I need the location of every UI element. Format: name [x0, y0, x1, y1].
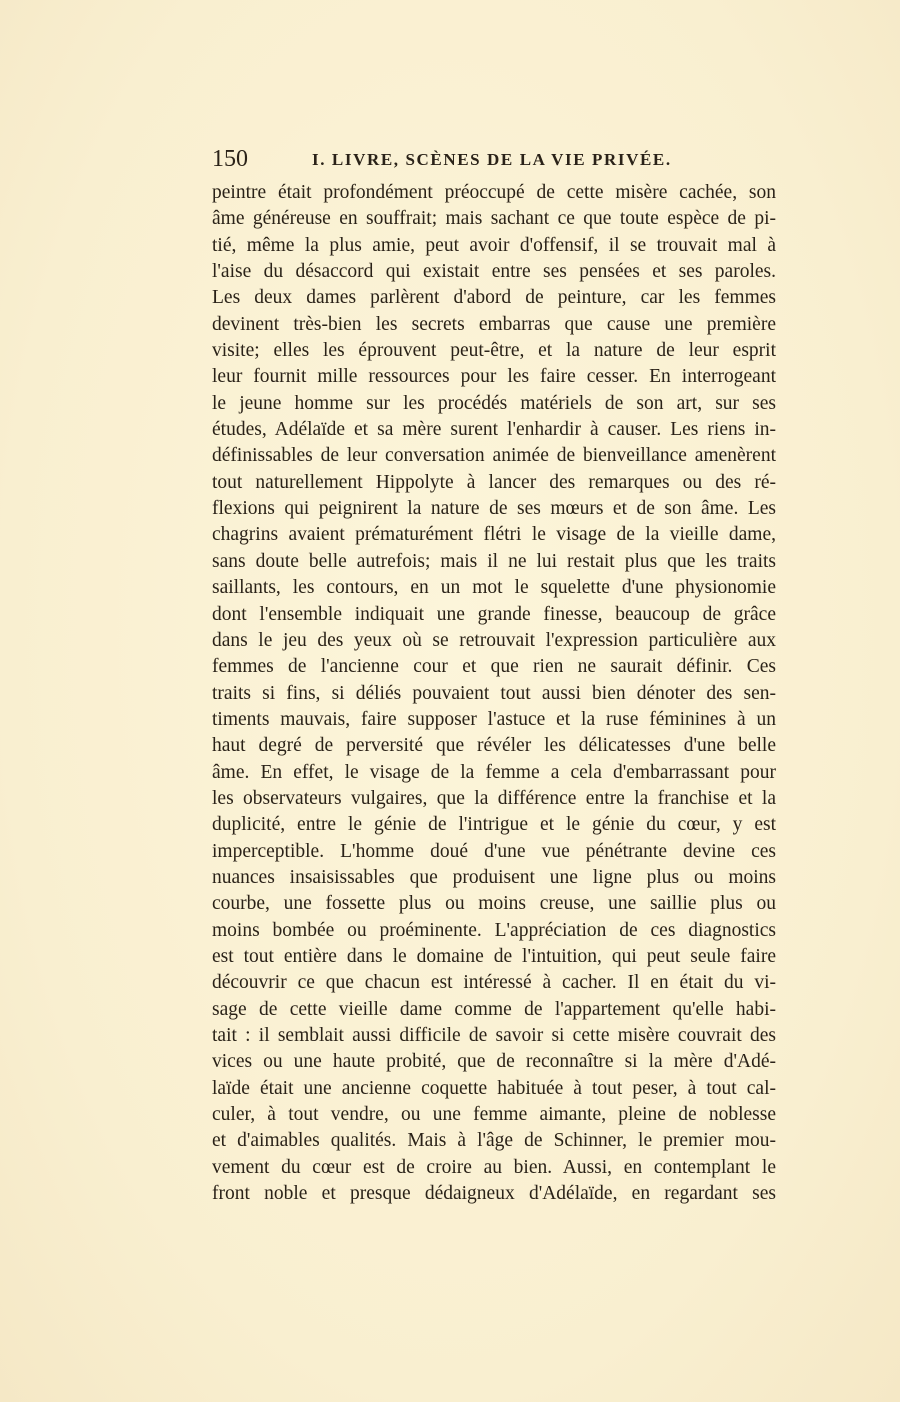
text-line: Les deux dames parlèrent d'abord de peinture, car les femmes: [212, 287, 776, 309]
text-line: devinent très-bien les secrets embarras que cause une première: [212, 313, 776, 335]
text-line: définissables de leur conversation animée de bienveillance amenèrent: [212, 445, 776, 467]
text-line: traits si fins, si déliés pouvaient tout aussi bien dénoter des sen-: [212, 682, 776, 704]
text-line: sage de cette vieille dame comme de l'appartement qu'elle habi-: [212, 998, 776, 1020]
text-line: nuances insaisissables que produisent une ligne plus ou moins: [212, 866, 776, 888]
text-line: front noble et presque dédaigneux d'Adélaïde, en regardant ses: [212, 1183, 776, 1205]
text-line: haut degré de perversité que révéler les délicatesses d'une belle: [212, 735, 776, 757]
text-line: vement du cœur est de croire au bien. Aussi, en contemplant le: [212, 1156, 776, 1178]
text-line: dans le jeu des yeux où se retrouvait l'expression particulière aux: [212, 629, 776, 651]
text-line: duplicité, entre le génie de l'intrigue et le génie du cœur, y est: [212, 814, 776, 836]
text-line: leur fournit mille ressources pour les faire cesser. En interrogeant: [212, 366, 776, 388]
text-line: tout naturellement Hippolyte à lancer des remarques ou des ré-: [212, 471, 776, 493]
text-line: découvrir ce que chacun est intéressé à cacher. Il en était du vi-: [212, 972, 776, 994]
page-number: 150: [212, 146, 248, 172]
text-line: le jeune homme sur les procédés matériels de son art, sur ses: [212, 392, 776, 414]
text-line: et d'aimables qualités. Mais à l'âge de Schinner, le premier mou-: [212, 1130, 776, 1152]
text-line: tié, même la plus amie, peut avoir d'offensif, il se trouvait mal à: [212, 234, 776, 256]
text-line: flexions qui peignirent la nature de ses mœurs et de son âme. Les: [212, 498, 776, 520]
text-line: est tout entière dans le domaine de l'intuition, qui peut seule faire: [212, 945, 776, 967]
body-text: [212, 180, 776, 1207]
text-line: les observateurs vulgaires, que la différence entre la franchise et la: [212, 787, 776, 809]
text-line: tait : il semblait aussi difficile de savoir si cette misère couvrait des: [212, 1025, 776, 1046]
running-title: I. LIVRE, SCÈNES DE LA VIE PRIVÉE.: [312, 150, 672, 169]
text-line: vices ou une haute probité, que de reconnaître si la mère d'Adé-: [212, 1051, 776, 1073]
text-line: études, Adélaïde et sa mère surent l'enhardir à causer. Les riens in-: [212, 419, 776, 441]
text-line: laïde était une ancienne coquette habituée à tout peser, à tout cal-: [212, 1077, 776, 1099]
text-line: timents mauvais, faire supposer l'astuce et la ruse féminines à un: [212, 708, 776, 730]
page-header: [212, 146, 776, 176]
text-line: peintre était profondément préoccupé de cette misère cachée, son: [212, 182, 776, 203]
text-line: âme généreuse en souffrait; mais sachant ce que toute espèce de pi-: [212, 208, 776, 230]
text-line: âme. En effet, le visage de la femme a cela d'embarrassant pour: [212, 761, 776, 783]
text-line: saillants, les contours, en un mot le squelette d'une physionomie: [212, 577, 776, 599]
text-line: courbe, une fossette plus ou moins creuse, une saillie plus ou: [212, 893, 776, 915]
text-line: l'aise du désaccord qui existait entre ses pensées et ses paroles.: [212, 261, 776, 283]
text-line: sans doute belle autrefois; mais il ne lui restait plus que les traits: [212, 550, 776, 572]
text-line: dont l'ensemble indiquait une grande finesse, beaucoup de grâce: [212, 603, 776, 625]
text-line: chagrins avaient prématurément flétri le visage de la vieille dame,: [212, 524, 776, 546]
text-line: imperceptible. L'homme doué d'une vue pénétrante devine ces: [212, 840, 776, 862]
text-line: femmes de l'ancienne cour et que rien ne saurait définir. Ces: [212, 656, 776, 678]
text-line: culer, à tout vendre, ou une femme aimante, pleine de noblesse: [212, 1104, 776, 1126]
text-line: visite; elles les éprouvent peut-être, et la nature de leur esprit: [212, 340, 776, 362]
text-line: moins bombée ou proéminente. L'appréciation de ces diagnostics: [212, 919, 776, 941]
